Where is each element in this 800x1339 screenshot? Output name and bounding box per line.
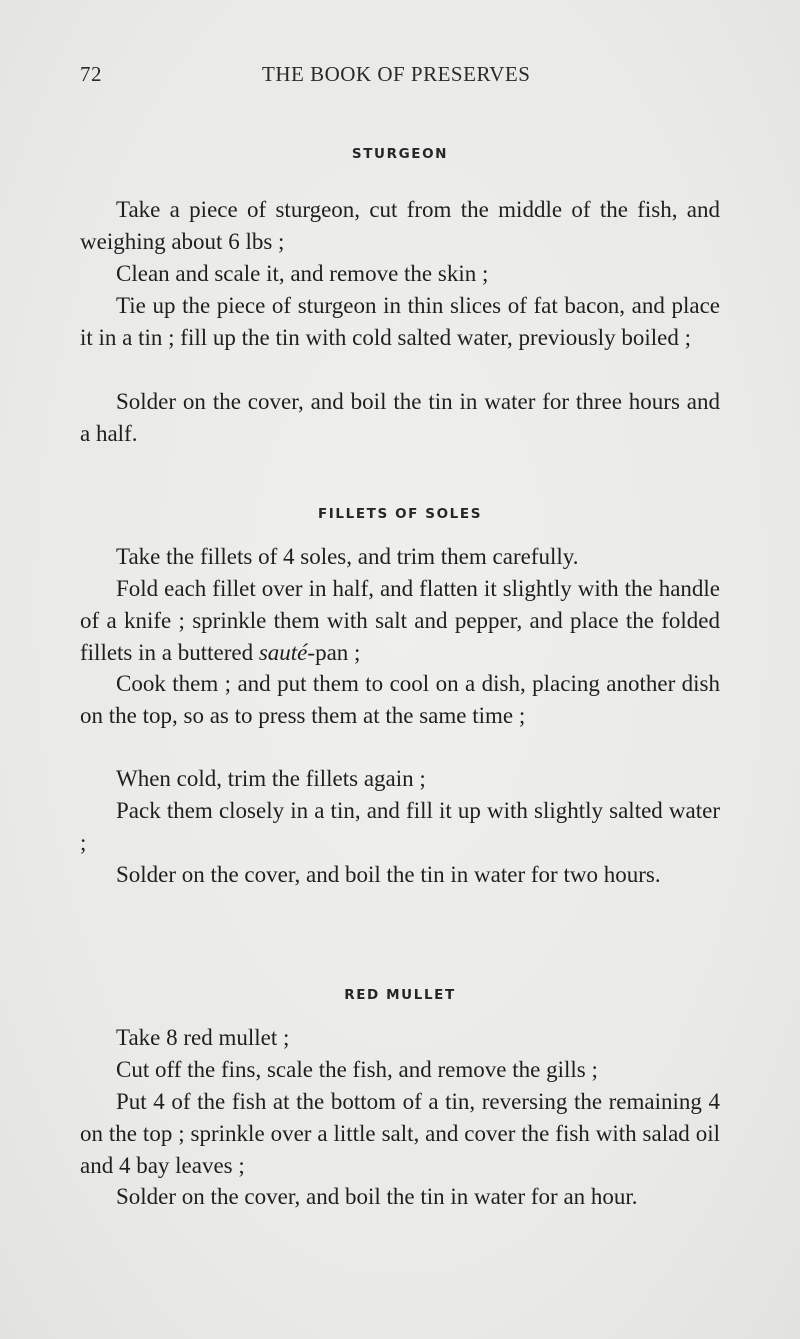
paragraph: When cold, trim the fillets again ; xyxy=(116,766,426,791)
paragraph: Take a piece of sturgeon, cut from the middle of the fish, and weighing about 6 lbs ; xyxy=(80,197,720,254)
paragraph: Take the fillets of 4 soles, and trim them carefully. xyxy=(116,544,579,569)
running-head xyxy=(80,62,725,92)
section-heading-fillets-of-soles: FILLETS OF SOLES xyxy=(317,506,483,522)
paragraph: Fold each fillet over in half, and flatten it slightly with the handle of a knife ; sprinkle them with salt and pepper, and place the folded fillets in a buttered sauté-pan ; xyxy=(80,576,720,665)
paragraph: Cook them ; and put them to cool on a dish, placing another dish on the top, so as to press them at the same time ; xyxy=(80,671,720,728)
paragraph: Put 4 of the fish at the bottom of a tin, reversing the remaining 4 on the top ; sprinkle over a little salt, and cover the fish with salad oil and 4 bay leaves ; xyxy=(80,1089,720,1178)
page-number: 72 xyxy=(80,62,102,86)
paragraph: Solder on the cover, and boil the tin in water for an hour. xyxy=(116,1184,638,1209)
paragraph: Clean and scale it, and remove the skin ; xyxy=(116,261,489,286)
section-heading-red-mullet: RED MULLET xyxy=(344,987,456,1003)
paragraph: Solder on the cover, and boil the tin in water for three hours and a half. xyxy=(80,389,720,446)
section-heading-sturgeon: STURGEON xyxy=(351,146,449,162)
paragraph: Take 8 red mullet ; xyxy=(116,1025,290,1050)
italic-word: sauté xyxy=(258,639,308,665)
paragraph: Tie up the piece of sturgeon in thin slices of fat bacon, and place it in a tin ; fill up the tin with cold salted water, previously boiled ; xyxy=(80,293,720,350)
paragraph: Solder on the cover, and boil the tin in water for two hours. xyxy=(116,862,661,887)
book-title: THE BOOK OF PRESERVES xyxy=(262,62,531,86)
paragraph: Cut off the fins, scale the fish, and remove the gills ; xyxy=(116,1057,598,1082)
paragraph: Pack them closely in a tin, and fill it up with slightly salted water ; xyxy=(80,798,720,855)
